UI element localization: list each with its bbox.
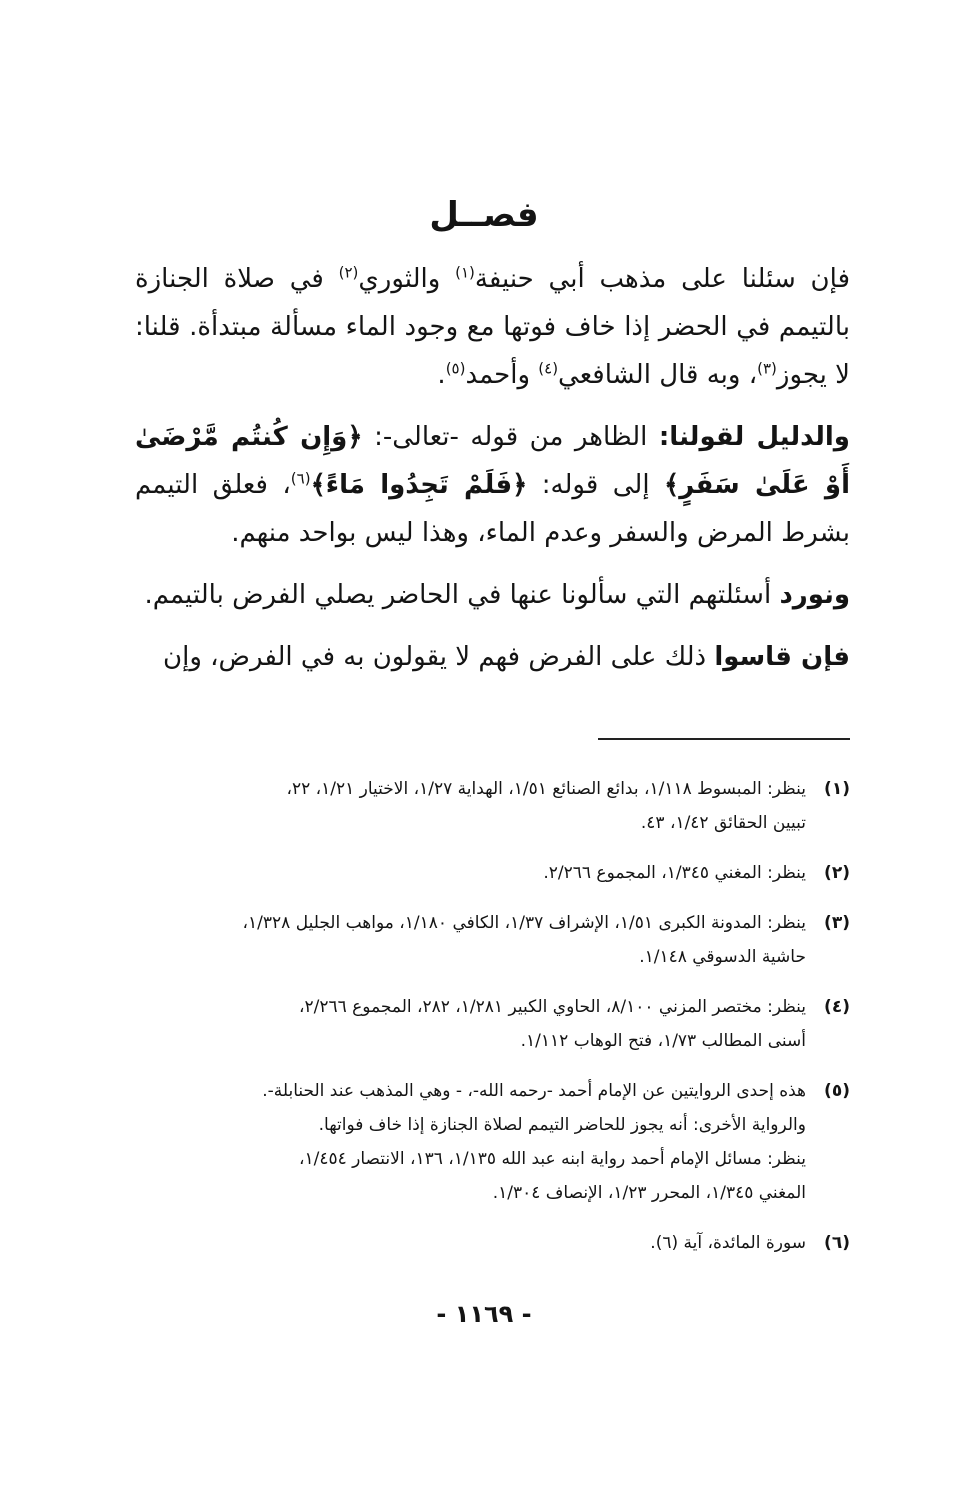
text-run: فإن سئلنا على مذهب أبي حنيفة	[474, 264, 850, 294]
paragraph-4	[135, 633, 850, 681]
page-number: - ١١٦٩ -	[436, 1300, 532, 1328]
footnote-text	[135, 906, 806, 974]
footnote-item	[135, 906, 850, 974]
text-run: .	[437, 360, 446, 390]
footnote-ref-2[interactable]: (٢)	[338, 263, 359, 282]
text-run: وأحمد	[465, 360, 539, 390]
footnote-item	[135, 772, 850, 840]
footnote-line: سورة المائدة، آية (٦).	[650, 1233, 806, 1253]
footnote-ref-1[interactable]: (١)	[455, 263, 475, 282]
footnotes	[135, 772, 850, 1276]
paragraph-lead: والدليل لقولنا:	[658, 422, 850, 452]
text-run: أسئلتهم التي سألونا عنها في الحاضر يصلي الفرض بالتيمم.	[144, 580, 780, 610]
footnote-text	[135, 772, 806, 840]
text-run: ، فعلق التيمم بشرط المرض والسفر وعدم الماء، وهذا ليس بواحد منهم.	[135, 470, 850, 548]
footnote-ref-5[interactable]: (٥)	[445, 359, 466, 378]
footnote-number: (٣)	[824, 913, 850, 933]
footnote-line: ينظر: المبسوط ١/١١٨، بدائع الصنائع ١/٥١، الهداية ١/٢٧، الاختيار ١/٢١، ٢٢،	[286, 779, 806, 799]
text-run: في صلاة الجنازة بالتيمم في الحضر إذا خاف فوتها مع وجود الماء مسألة مبتدأة. قلنا: لا يجوز	[135, 264, 850, 390]
footnote-line: المغني ١/٣٤٥، المحرر ١/٢٣، الإنصاف ١/٣٠٤.	[492, 1183, 806, 1203]
footnote-ref-3[interactable]: (٣)	[757, 359, 777, 378]
footnote-number: (٤)	[824, 997, 850, 1017]
paragraph-lead: ونورد	[779, 580, 850, 610]
paragraph-1	[135, 255, 850, 399]
footnote-line: هذه إحدى الروايتين عن الإمام أحمد -رحمه الله-، - وهي المذهب عند الحنابلة-.	[262, 1081, 806, 1101]
footnote-line: تبيين الحقائق ١/٤٢، ٤٣.	[640, 813, 806, 833]
main-text	[135, 255, 850, 695]
footnote-line: حاشية الدسوقي ١/١٤٨.	[639, 947, 806, 967]
footnote-line: والرواية الأخرى: أنه يجوز للحاضر التيمم لصلاة الجنازة إذا خاف فواتها.	[318, 1115, 806, 1135]
footnote-line: أسنى المطالب ١/٧٣، فتح الوهاب ١/١١٢.	[520, 1031, 806, 1051]
footnote-number: (١)	[824, 779, 850, 799]
footnote-line: ينظر: المدونة الكبرى ١/٥١، الإشراف ١/٣٧، الكافي ١/١٨٠، مواهب الجليل ١/٣٢٨،	[242, 913, 806, 933]
footnote-line: ينظر: مختصر المزني ٨/١٠٠، الحاوي الكبير ١/٢٨١، ٢٨٢، المجموع ٢/٢٦٦،	[298, 997, 806, 1017]
quran-verse: ﴿وَإِن كُنتُم مَّرْضَىٰ أَوْ عَلَىٰ سَفَرٍ﴾	[135, 422, 851, 500]
text-run: والثوري	[358, 264, 456, 294]
footnote-number: (٦)	[824, 1233, 850, 1253]
text-run: ذلك على الفرض فهم لا يقولون به في الفرض، وإن	[163, 642, 715, 672]
footnote-item	[135, 1226, 850, 1260]
section-heading: فصــل	[429, 195, 539, 235]
footnote-item	[135, 990, 850, 1058]
text-run: ، وبه قال الشافعي	[558, 360, 758, 390]
footnote-number: (٥)	[824, 1081, 850, 1101]
quran-verse: ﴿فَلَمْ تَجِدُوا مَاءً﴾	[310, 470, 528, 500]
footnote-line: ينظر: المغني ١/٣٤٥، المجموع ٢/٢٦٦.	[543, 863, 806, 883]
footnote-text	[135, 1074, 806, 1210]
paragraph-lead: فإن قاسوا	[714, 642, 850, 672]
footnote-ref-4[interactable]: (٤)	[538, 359, 559, 378]
footnote-item	[135, 1074, 850, 1210]
paragraph-2	[135, 413, 850, 557]
footnote-text	[135, 856, 806, 890]
footnote-separator	[598, 738, 850, 740]
footnote-line: ينظر: مسائل الإمام أحمد رواية ابنه عبد الله ١/١٣٥، ١٣٦، الانتصار ١/٤٥٤،	[299, 1149, 806, 1169]
paragraph-3	[135, 571, 850, 619]
footnote-ref-6[interactable]: (٦)	[290, 469, 311, 488]
footnote-item	[135, 856, 850, 890]
footnote-text	[135, 1226, 806, 1260]
footnote-text	[135, 990, 806, 1058]
text-run: إلى قوله:	[527, 470, 665, 500]
footnote-number: (٢)	[824, 863, 850, 883]
text-run: الظاهر من قوله -تعالى-:	[362, 422, 659, 452]
